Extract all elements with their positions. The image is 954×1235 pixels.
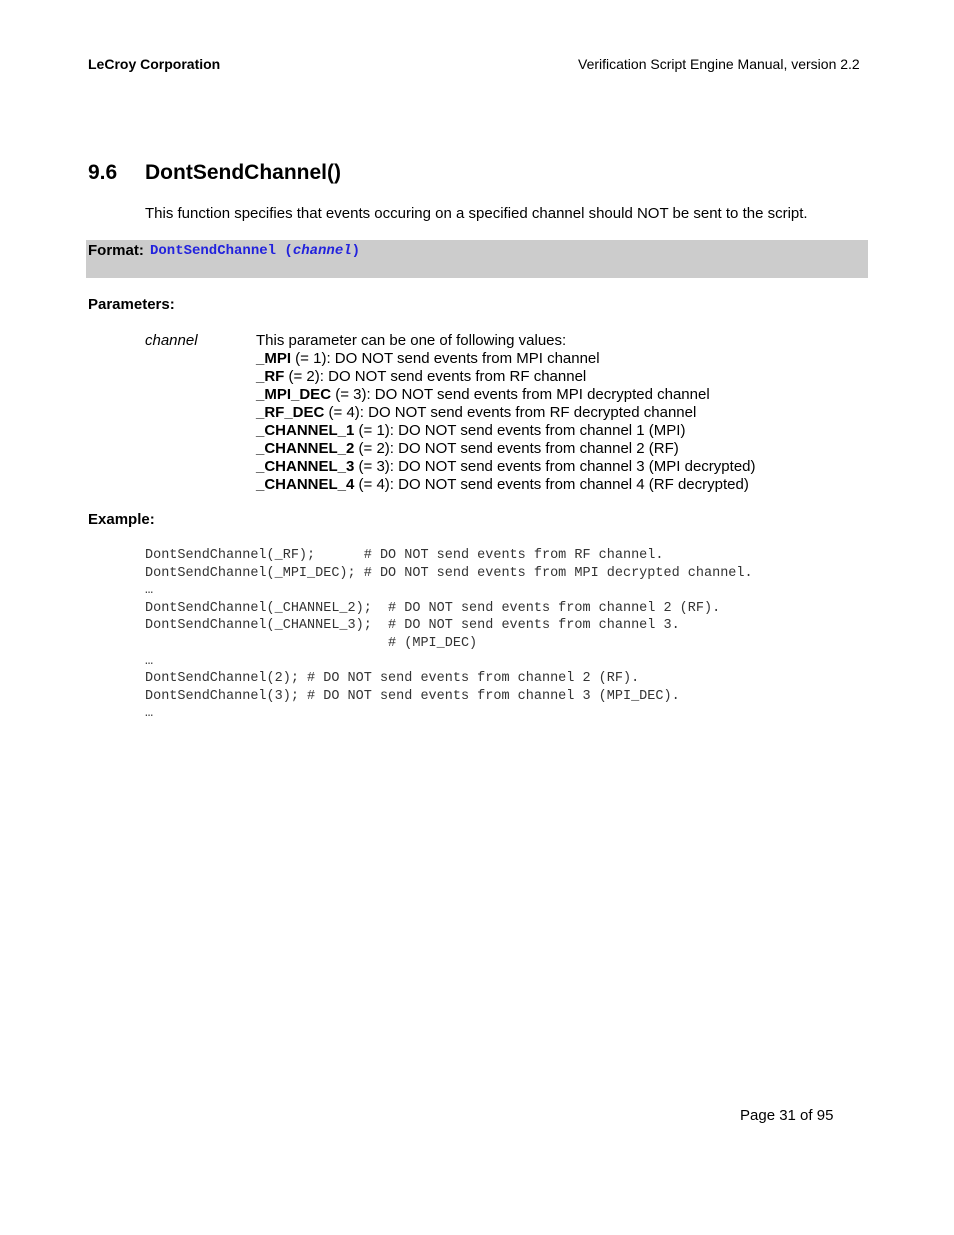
param-desc-intro: This parameter can be one of following values: bbox=[256, 332, 567, 349]
format-label: Format: bbox=[88, 242, 144, 259]
example-code-block bbox=[145, 547, 753, 723]
param-value-name: _CHANNEL_2 bbox=[256, 440, 355, 457]
format-signature bbox=[150, 243, 360, 259]
section-heading bbox=[88, 161, 341, 185]
param-value-text: (= 2): DO NOT send events from channel 2 (RF) bbox=[354, 440, 679, 457]
param-value-item bbox=[256, 476, 756, 494]
section-title: DontSendChannel() bbox=[145, 161, 341, 184]
code-line: DontSendChannel(_CHANNEL_2); # DO NOT send events from channel 2 (RF). bbox=[145, 600, 721, 616]
param-value-name: _CHANNEL_3 bbox=[256, 458, 355, 475]
param-value-item bbox=[256, 350, 756, 368]
param-value-item bbox=[256, 458, 756, 476]
format-box bbox=[86, 240, 868, 278]
param-value-item bbox=[256, 404, 756, 422]
code-line: DontSendChannel(_CHANNEL_3); # DO NOT send events from channel 3. bbox=[145, 618, 680, 634]
param-value-text: (= 3): DO NOT send events from channel 3 (MPI decrypted) bbox=[354, 458, 756, 475]
param-value-text: (= 4): DO NOT send events from RF decrypted channel bbox=[324, 404, 697, 421]
section-number: 9.6 bbox=[88, 161, 118, 184]
code-line: DontSendChannel(_MPI_DEC); # DO NOT send events from MPI decrypted channel. bbox=[145, 565, 753, 581]
param-value-name: _RF bbox=[256, 368, 285, 385]
code-line: … bbox=[145, 653, 154, 669]
param-value-text: (= 2): DO NOT send events from RF channel bbox=[284, 368, 587, 385]
code-line: # (MPI_DEC) bbox=[145, 635, 478, 651]
param-value-item bbox=[256, 368, 756, 386]
param-value-text: (= 1): DO NOT send events from MPI channel bbox=[291, 350, 600, 367]
code-line: DontSendChannel(_RF); # DO NOT send events from RF channel. bbox=[145, 548, 664, 563]
header-manual-title: Verification Script Engine Manual, version 2.2 bbox=[578, 56, 860, 72]
parameters-label: Parameters: bbox=[88, 296, 175, 313]
section-intro: This function specifies that events occuring on a specified channel should NOT be sent to the script. bbox=[145, 205, 808, 222]
param-value-text: (= 3): DO NOT send events from MPI decrypted channel bbox=[331, 386, 710, 403]
param-value-name: _RF_DEC bbox=[256, 404, 325, 421]
page-number: Page 31 of 95 bbox=[740, 1107, 834, 1124]
param-description bbox=[256, 332, 756, 494]
param-value-text: (= 4): DO NOT send events from channel 4 (RF decrypted) bbox=[354, 476, 749, 493]
code-line: DontSendChannel(3); # DO NOT send events from channel 3 (MPI_DEC). bbox=[145, 688, 680, 704]
param-value-item bbox=[256, 422, 756, 440]
header-company: LeCroy Corporation bbox=[88, 56, 221, 72]
param-name: channel bbox=[145, 332, 198, 349]
example-label: Example: bbox=[88, 511, 155, 528]
param-value-name: _MPI bbox=[256, 350, 292, 367]
param-value-text: (= 1): DO NOT send events from channel 1 (MPI) bbox=[354, 422, 686, 439]
param-value-item bbox=[256, 440, 756, 458]
format-func: DontSendChannel ( bbox=[150, 243, 293, 259]
code-line: DontSendChannel(2); # DO NOT send events from channel 2 (RF). bbox=[145, 671, 640, 687]
code-line: … bbox=[145, 706, 154, 722]
format-close: ) bbox=[351, 243, 361, 259]
param-value-name: _MPI_DEC bbox=[256, 386, 332, 403]
param-value-item bbox=[256, 386, 756, 404]
format-param: channel bbox=[292, 243, 352, 259]
param-value-name: _CHANNEL_4 bbox=[256, 476, 355, 493]
code-line: … bbox=[145, 583, 154, 599]
param-value-name: _CHANNEL_1 bbox=[256, 422, 355, 439]
